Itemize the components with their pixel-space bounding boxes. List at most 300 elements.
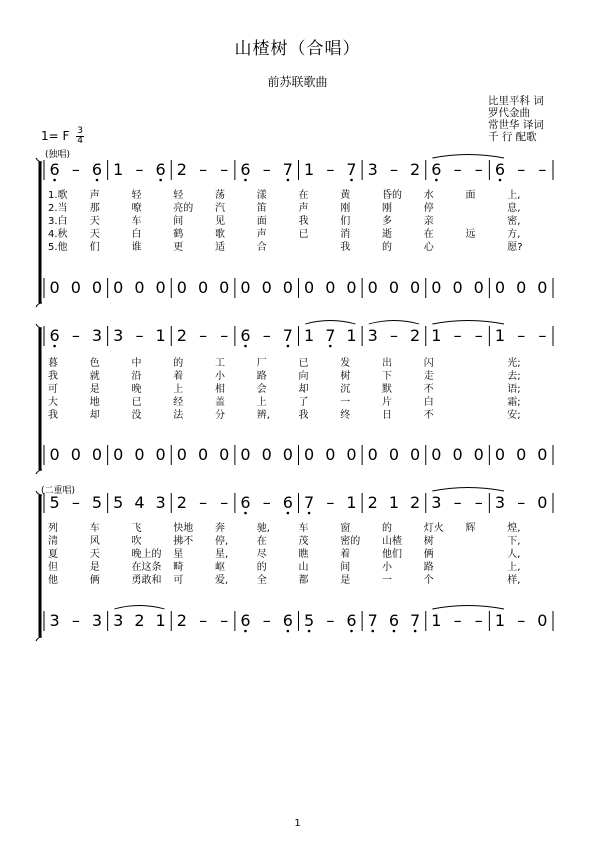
lyric-word: 间 bbox=[340, 562, 351, 573]
upper-note: 1 bbox=[494, 326, 506, 345]
system-bracket-top bbox=[36, 324, 42, 328]
lyric-word: 盖 bbox=[215, 397, 225, 408]
lower-note: 0 bbox=[176, 278, 187, 297]
upper-note: 1 bbox=[113, 160, 124, 179]
system-bracket-bottom bbox=[36, 470, 42, 474]
lyric-word: 鹤 bbox=[173, 229, 184, 240]
lyric-word: 辉 bbox=[465, 523, 476, 534]
lower-note: 2 bbox=[176, 611, 187, 630]
lyric-word: 多 bbox=[382, 216, 392, 227]
credit-translator: 常世华 译词 bbox=[488, 119, 544, 131]
lyric-word: 笛 bbox=[256, 203, 267, 214]
lyric-word: 法 bbox=[173, 410, 184, 421]
lower-note: 0 bbox=[219, 278, 230, 297]
lyric-word: 下 bbox=[382, 371, 392, 382]
lower-note: 0 bbox=[388, 445, 400, 464]
upper-octave-dot bbox=[96, 179, 99, 182]
upper-octave-dot bbox=[308, 512, 311, 515]
lyric-word: 大 bbox=[48, 397, 58, 408]
lyric-word: 已 bbox=[131, 397, 142, 408]
lyric-word: 轻 bbox=[173, 190, 184, 201]
upper-dash: – bbox=[326, 160, 335, 179]
upper-note: 3 bbox=[494, 493, 506, 512]
upper-dash: – bbox=[326, 493, 335, 512]
lyric-word: 我 bbox=[48, 371, 58, 382]
lyric-word: 我 bbox=[48, 410, 58, 421]
upper-note: 6 bbox=[49, 326, 60, 345]
lyric-word: 了 bbox=[298, 397, 309, 408]
lyric-word: 辨, bbox=[256, 410, 270, 421]
lower-note: 0 bbox=[91, 445, 103, 464]
lyric-word: 瞧 bbox=[298, 549, 309, 560]
lyric-word: 黄 bbox=[340, 190, 351, 201]
lyric-word: 却 bbox=[298, 384, 309, 395]
lower-dash: – bbox=[262, 611, 271, 630]
upper-note: 1 bbox=[304, 160, 315, 179]
lyric-word: 亲 bbox=[423, 216, 434, 227]
lyric-word: 畸 bbox=[173, 562, 184, 573]
upper-note: 1 bbox=[155, 326, 166, 345]
lyric-word: 远 bbox=[465, 229, 476, 240]
system-bracket-bottom bbox=[36, 637, 42, 641]
lower-note: 0 bbox=[346, 278, 357, 297]
lyric-word: 样, bbox=[507, 575, 521, 586]
lyric-word: 声 bbox=[89, 190, 100, 201]
lower-note: 0 bbox=[49, 278, 60, 297]
lyric-word: 都 bbox=[298, 575, 309, 586]
lyric-word: 息, bbox=[507, 203, 521, 214]
lyric-word: 刚 bbox=[340, 203, 351, 214]
lyric-word: 已 bbox=[298, 229, 309, 240]
upper-octave-dot bbox=[159, 179, 162, 182]
upper-dash: – bbox=[199, 493, 208, 512]
lyric-word: 山楂 bbox=[382, 536, 402, 547]
lyric-word: 尽 bbox=[256, 549, 267, 560]
upper-dash: – bbox=[71, 326, 80, 345]
lyric-word: 5.他 bbox=[48, 242, 68, 253]
upper-dash: – bbox=[71, 493, 80, 512]
upper-dash: – bbox=[389, 326, 398, 345]
lower-note: 0 bbox=[134, 278, 145, 297]
lyric-word: 在 bbox=[298, 190, 309, 201]
credit-composer: 罗代金曲 bbox=[488, 107, 530, 119]
lyric-word: 停 bbox=[423, 203, 434, 214]
upper-note: 5 bbox=[113, 493, 124, 512]
upper-octave-dot bbox=[287, 179, 290, 182]
lyric-word: 个 bbox=[423, 575, 434, 586]
upper-octave-dot bbox=[53, 179, 56, 182]
upper-octave-dot bbox=[53, 345, 56, 348]
lower-dash: – bbox=[453, 611, 462, 630]
upper-note: 6 bbox=[49, 160, 60, 179]
lower-note: 0 bbox=[410, 278, 421, 297]
lyric-word: 荡 bbox=[215, 190, 225, 201]
upper-note: 2 bbox=[410, 493, 421, 512]
upper-dash: – bbox=[453, 326, 462, 345]
lyric-word: 不 bbox=[423, 410, 434, 421]
upper-octave-dot bbox=[287, 512, 290, 515]
lyric-word: 俩 bbox=[89, 575, 100, 586]
page-title: 山楂树（合唱） bbox=[234, 39, 361, 59]
lower-note: 0 bbox=[346, 445, 357, 464]
lower-octave-dot bbox=[350, 630, 353, 633]
lyric-word: 快地 bbox=[173, 523, 194, 534]
upper-octave-dot bbox=[350, 179, 353, 182]
lyric-word: 不 bbox=[423, 384, 434, 395]
lyric-word: 岖 bbox=[215, 562, 225, 573]
lower-note: 0 bbox=[537, 611, 548, 630]
lyric-word: 厂 bbox=[256, 358, 267, 369]
duet-label: (二重唱) bbox=[41, 486, 76, 496]
lower-note: 0 bbox=[537, 445, 548, 464]
upper-dash: – bbox=[135, 326, 144, 345]
lyric-word: 奔 bbox=[215, 523, 225, 534]
upper-dash: – bbox=[262, 326, 271, 345]
upper-note: 7 bbox=[304, 493, 315, 512]
lyric-word: 天 bbox=[89, 549, 100, 560]
lyric-word: 煌, bbox=[507, 523, 521, 534]
lyric-word: 上 bbox=[173, 384, 184, 395]
upper-note: 6 bbox=[240, 160, 251, 179]
time-signature-bottom: 4 bbox=[77, 136, 83, 146]
lower-tie bbox=[114, 606, 164, 610]
lyric-word: 安; bbox=[507, 410, 521, 421]
upper-dash: – bbox=[474, 326, 483, 345]
lyric-word: 轻 bbox=[131, 190, 142, 201]
upper-note: 3 bbox=[431, 493, 442, 512]
lyric-word: 小 bbox=[382, 562, 392, 573]
lyric-word: 霜; bbox=[507, 397, 521, 408]
lower-note: 3 bbox=[91, 611, 103, 630]
lower-dash: – bbox=[199, 611, 208, 630]
lyric-word: 刚 bbox=[382, 203, 392, 214]
key-signature: 1= F bbox=[41, 129, 70, 143]
lyric-word: 我 bbox=[298, 410, 309, 421]
lower-octave-dot bbox=[371, 630, 374, 633]
upper-note: 7 bbox=[346, 160, 357, 179]
lower-octave-dot bbox=[414, 630, 417, 633]
lyric-word: 的 bbox=[173, 358, 184, 369]
lyric-word: 星, bbox=[215, 549, 229, 560]
lyric-word: 天 bbox=[89, 216, 100, 227]
upper-dash: – bbox=[199, 160, 208, 179]
lyric-word: 可 bbox=[48, 384, 58, 395]
lyric-word: 汽 bbox=[215, 203, 225, 214]
lyric-word: 爱, bbox=[215, 575, 229, 586]
lyric-word: 那 bbox=[89, 203, 100, 214]
lyric-word: 他们 bbox=[382, 549, 402, 560]
page-number: 1 bbox=[294, 818, 301, 829]
upper-note: 6 bbox=[282, 493, 293, 512]
lower-note: 0 bbox=[452, 278, 463, 297]
lyric-word: 路 bbox=[256, 371, 267, 382]
lyric-word: 风 bbox=[89, 536, 100, 547]
lower-dash: – bbox=[517, 611, 526, 630]
lyric-word: 停, bbox=[215, 536, 229, 547]
lyric-word: 适 bbox=[215, 242, 225, 253]
lower-note: 7 bbox=[367, 611, 378, 630]
upper-note: 3 bbox=[113, 326, 124, 345]
upper-dash: – bbox=[538, 326, 547, 345]
lyric-word: 在这条 bbox=[131, 562, 162, 573]
lyric-word: 谁 bbox=[131, 242, 142, 253]
upper-note: 3 bbox=[155, 493, 166, 512]
upper-dash: – bbox=[538, 160, 547, 179]
lyric-word: 晚上的 bbox=[131, 549, 162, 560]
lyric-word: 3.白 bbox=[48, 216, 68, 227]
lower-note: 2 bbox=[134, 611, 145, 630]
lyric-word: 上 bbox=[256, 397, 267, 408]
upper-dash: – bbox=[199, 326, 208, 345]
lyric-word: 经 bbox=[173, 397, 184, 408]
lyric-word: 面 bbox=[465, 190, 476, 201]
lyric-word: 地 bbox=[89, 397, 100, 408]
lyric-word: 全 bbox=[256, 575, 267, 586]
lower-octave-dot bbox=[287, 630, 290, 633]
lower-note: 0 bbox=[155, 278, 166, 297]
lower-dash: – bbox=[71, 611, 80, 630]
lower-note: 0 bbox=[431, 278, 442, 297]
lower-octave-dot bbox=[244, 630, 247, 633]
lyric-word: 车 bbox=[298, 523, 309, 534]
upper-note: 1 bbox=[346, 326, 357, 345]
lower-note: 5 bbox=[304, 611, 315, 630]
lyric-word: 驰, bbox=[256, 523, 270, 534]
lyric-word: 上, bbox=[507, 190, 521, 201]
lyric-word: 已 bbox=[298, 358, 309, 369]
lyric-word: 却 bbox=[89, 410, 100, 421]
lyric-word: 面 bbox=[256, 216, 267, 227]
upper-dash: – bbox=[474, 493, 483, 512]
lyric-word: 清 bbox=[48, 536, 58, 547]
lyric-word: 拂不 bbox=[173, 536, 194, 547]
lyric-word: 更 bbox=[173, 242, 184, 253]
upper-note: 2 bbox=[367, 493, 378, 512]
upper-octave-dot bbox=[244, 179, 247, 182]
lyric-word: 语; bbox=[507, 384, 521, 395]
lyric-word: 上, bbox=[507, 562, 521, 573]
lyric-word: 茂 bbox=[298, 536, 309, 547]
lyric-word: 水 bbox=[423, 190, 434, 201]
lower-note: 6 bbox=[388, 611, 400, 630]
upper-note: 1 bbox=[304, 326, 315, 345]
lower-dash: – bbox=[220, 611, 229, 630]
time-signature-top: 3 bbox=[77, 126, 83, 136]
lower-note: 0 bbox=[261, 445, 272, 464]
upper-note: 3 bbox=[367, 160, 378, 179]
lower-note: 6 bbox=[282, 611, 293, 630]
lyric-word: 亮的 bbox=[173, 203, 194, 214]
lyric-word: 出 bbox=[382, 358, 392, 369]
lower-note: 0 bbox=[155, 445, 166, 464]
lyric-word: 片 bbox=[382, 397, 392, 408]
lyric-word: 们 bbox=[89, 242, 100, 253]
lyric-word: 一 bbox=[340, 397, 351, 408]
lyric-word: 嘹 bbox=[131, 203, 142, 214]
upper-note: 6 bbox=[431, 160, 442, 179]
lyric-word: 合 bbox=[256, 242, 267, 253]
lower-note: 0 bbox=[516, 445, 527, 464]
lyric-word: 路 bbox=[423, 562, 434, 573]
upper-note: 2 bbox=[410, 326, 421, 345]
lower-dash: – bbox=[326, 611, 335, 630]
upper-dash: – bbox=[71, 160, 80, 179]
lower-dash: – bbox=[474, 611, 483, 630]
system-bracket-top bbox=[36, 158, 42, 162]
lower-note: 7 bbox=[410, 611, 421, 630]
upper-tie bbox=[369, 321, 419, 325]
lower-note: 0 bbox=[367, 445, 378, 464]
lower-tie bbox=[432, 606, 504, 610]
lower-note: 0 bbox=[176, 445, 187, 464]
lyric-word: 密, bbox=[507, 216, 521, 227]
lower-note: 0 bbox=[261, 278, 272, 297]
upper-dash: – bbox=[220, 160, 229, 179]
lyric-word: 他 bbox=[48, 575, 58, 586]
upper-note: 1 bbox=[431, 326, 442, 345]
lyric-word: 终 bbox=[340, 410, 351, 421]
lower-note: 0 bbox=[70, 278, 81, 297]
lyric-word: 的 bbox=[382, 523, 392, 534]
upper-note: 6 bbox=[240, 493, 251, 512]
lower-note: 1 bbox=[155, 611, 166, 630]
upper-note: 7 bbox=[282, 160, 293, 179]
lyric-word: 没 bbox=[131, 410, 142, 421]
upper-tie bbox=[432, 155, 504, 159]
upper-note: 6 bbox=[494, 160, 506, 179]
lower-note: 0 bbox=[410, 445, 421, 464]
lyric-word: 就 bbox=[89, 371, 100, 382]
lyric-word: 窗 bbox=[340, 523, 351, 534]
lyric-word: 飞 bbox=[131, 523, 142, 534]
lyric-word: 中 bbox=[131, 358, 142, 369]
lyric-word: 是 bbox=[89, 384, 100, 395]
upper-octave-dot bbox=[329, 345, 332, 348]
upper-dash: – bbox=[474, 160, 483, 179]
lyric-word: 白 bbox=[131, 229, 142, 240]
lower-note: 0 bbox=[473, 278, 484, 297]
lower-octave-dot bbox=[308, 630, 311, 633]
lyric-word: 4.秋 bbox=[48, 229, 68, 240]
upper-dash: – bbox=[517, 160, 526, 179]
lower-note: 0 bbox=[367, 278, 378, 297]
lower-note: 0 bbox=[113, 445, 124, 464]
lyric-word: 在 bbox=[256, 536, 267, 547]
solo-label: (独唱) bbox=[45, 150, 71, 160]
upper-note: 1 bbox=[346, 493, 357, 512]
lyric-word: 1.歌 bbox=[48, 190, 68, 201]
lyric-word: 间 bbox=[173, 216, 184, 227]
lower-note: 1 bbox=[431, 611, 442, 630]
credit-arranger: 千 行 配歌 bbox=[488, 131, 537, 143]
lyric-word: 天 bbox=[89, 229, 100, 240]
upper-octave-dot bbox=[244, 345, 247, 348]
upper-dash: – bbox=[517, 493, 526, 512]
lyric-word: 着 bbox=[340, 549, 351, 560]
lyric-word: 逝 bbox=[382, 229, 392, 240]
upper-note: 1 bbox=[388, 493, 400, 512]
credit-lyricist: 比里平科 词 bbox=[488, 95, 544, 107]
lyric-word: 灯火 bbox=[423, 523, 444, 534]
upper-dash: – bbox=[135, 160, 144, 179]
lyric-word: 密的 bbox=[340, 536, 361, 547]
lower-note: 0 bbox=[494, 278, 506, 297]
lyric-word: 小 bbox=[215, 371, 225, 382]
upper-octave-dot bbox=[499, 179, 502, 182]
upper-note: 4 bbox=[134, 493, 145, 512]
lyric-word: 下, bbox=[507, 536, 521, 547]
upper-note: 2 bbox=[176, 493, 187, 512]
upper-dash: – bbox=[220, 493, 229, 512]
lower-note: 0 bbox=[452, 445, 463, 464]
lyric-word: 走 bbox=[423, 371, 434, 382]
lower-note: 0 bbox=[388, 278, 400, 297]
lyric-word: 会 bbox=[256, 384, 267, 395]
lyric-word: 的 bbox=[256, 562, 267, 573]
lyric-word: 晚 bbox=[131, 384, 142, 395]
upper-tie bbox=[432, 488, 504, 492]
system-bracket-top bbox=[36, 491, 42, 495]
lyric-word: 沿 bbox=[131, 371, 142, 382]
lower-note: 0 bbox=[113, 278, 124, 297]
lower-note: 0 bbox=[282, 278, 293, 297]
lyric-word: 勇敢和 bbox=[131, 575, 162, 586]
lower-note: 6 bbox=[240, 611, 251, 630]
lyric-word: 但 bbox=[48, 562, 58, 573]
lyric-word: 车 bbox=[89, 523, 100, 534]
lyric-word: 列 bbox=[48, 523, 58, 534]
lower-note: 0 bbox=[304, 445, 315, 464]
lyric-word: 歌 bbox=[215, 229, 225, 240]
lower-note: 3 bbox=[49, 611, 60, 630]
lyric-word: 可 bbox=[173, 575, 184, 586]
lower-note: 6 bbox=[346, 611, 357, 630]
upper-octave-dot bbox=[287, 345, 290, 348]
lyric-word: 消 bbox=[340, 229, 351, 240]
lyric-word: 树 bbox=[423, 536, 434, 547]
upper-tie bbox=[305, 321, 355, 325]
lower-note: 1 bbox=[494, 611, 506, 630]
lyric-word: 向 bbox=[298, 371, 309, 382]
lyric-word: 树 bbox=[340, 371, 351, 382]
lower-note: 0 bbox=[91, 278, 103, 297]
lower-note: 0 bbox=[516, 278, 527, 297]
upper-note: 2 bbox=[410, 160, 421, 179]
upper-note: 6 bbox=[155, 160, 166, 179]
lyric-word: 去; bbox=[507, 371, 521, 382]
upper-note: 5 bbox=[91, 493, 103, 512]
lyric-word: 昏的 bbox=[382, 190, 402, 201]
lyric-word: 声 bbox=[256, 229, 267, 240]
lower-note: 0 bbox=[240, 278, 251, 297]
lyric-word: 见 bbox=[215, 216, 225, 227]
lyric-word: 色 bbox=[89, 358, 100, 369]
lower-note: 0 bbox=[197, 278, 209, 297]
upper-note: 7 bbox=[282, 326, 293, 345]
upper-note: 3 bbox=[91, 326, 103, 345]
upper-dash: – bbox=[389, 160, 398, 179]
lower-note: 0 bbox=[282, 445, 293, 464]
upper-dash: – bbox=[262, 160, 271, 179]
lyric-word: 工 bbox=[215, 358, 225, 369]
lyric-word: 暮 bbox=[48, 358, 58, 369]
lower-note: 3 bbox=[113, 611, 124, 630]
lyric-word: 我 bbox=[298, 216, 309, 227]
lower-note: 0 bbox=[49, 445, 60, 464]
lyric-word: 在 bbox=[423, 229, 434, 240]
upper-octave-dot bbox=[244, 512, 247, 515]
lyric-word: 光; bbox=[507, 358, 521, 369]
